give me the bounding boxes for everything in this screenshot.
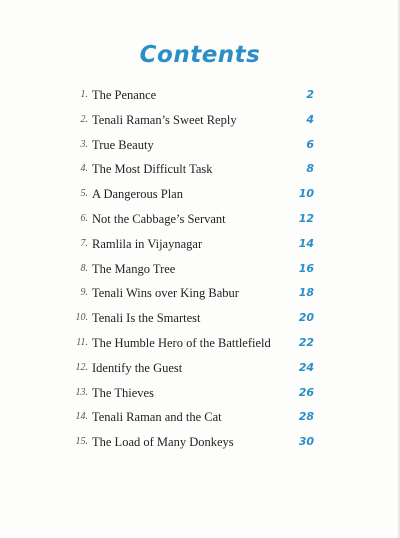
entry-title: Tenali Wins over King Babur [92,286,239,301]
toc-entry[interactable] [0,183,400,208]
entry-number: 8. [80,262,88,274]
entry-number: 11. [76,336,88,348]
entry-number: 9. [80,287,88,299]
toc-entry[interactable] [0,431,400,456]
table-of-contents [0,84,400,456]
entry-title: Tenali Is the Smartest [92,311,201,326]
toc-entry[interactable] [0,357,400,382]
entry-title: The Humble Hero of the Battlefield [92,335,271,350]
entry-number: 10. [75,312,88,324]
entry-title: Tenali Raman’s Sweet Reply [92,112,237,127]
entry-number: 7. [80,237,88,249]
entry-title: The Penance [92,88,157,102]
toc-entry[interactable] [0,258,400,283]
entry-number: 1. [80,89,88,100]
entry-page-number: 12 [298,211,314,225]
entry-title: Identify the Guest [92,360,183,375]
page-title: Contents [139,42,261,68]
entry-number: 4. [80,163,88,175]
entry-number: 3. [80,138,88,150]
toc-entry[interactable] [0,307,400,332]
entry-page-number: 4 [306,112,314,126]
entry-title: A Dangerous Plan [92,187,183,202]
entry-title: True Beauty [92,137,154,152]
entry-title: The Load of Many Donkeys [92,435,234,450]
toc-entry[interactable] [0,233,400,258]
entry-title: The Mango Tree [92,261,176,276]
entry-title: The Most Difficult Task [92,162,213,177]
toc-entry[interactable] [0,332,400,357]
toc-entry[interactable] [0,406,400,431]
toc-entry[interactable] [0,382,400,407]
entry-title: Ramlila in Vijaynagar [92,236,203,251]
toc-entry[interactable] [0,208,400,233]
entry-title: Not the Cabbage’s Servant [92,211,226,226]
entry-page-number: 30 [298,435,314,449]
entry-number: 5. [80,188,88,200]
entry-page-number: 14 [298,236,314,250]
entry-page-number: 16 [298,261,314,275]
entry-page-number: 22 [298,335,314,349]
entry-number: 13. [75,386,88,398]
entry-page-number: 18 [298,286,314,300]
entry-number: 14. [75,411,88,423]
toc-entry[interactable] [0,109,400,134]
toc-entry[interactable] [0,158,400,183]
entry-page-number: 28 [298,410,314,424]
toc-entry[interactable] [0,282,400,307]
entry-page-number: 10 [298,187,314,201]
entry-page-number: 8 [306,162,314,176]
entry-title: The Thieves [92,385,154,400]
entry-page-number: 2 [306,88,314,101]
toc-entry[interactable] [0,84,400,109]
entry-number: 15. [75,436,88,448]
entry-page-number: 6 [306,137,314,151]
toc-entry[interactable] [0,134,400,159]
entry-page-number: 26 [298,385,314,399]
entry-title: Tenali Raman and the Cat [92,410,222,425]
entry-number: 6. [80,212,88,224]
entry-page-number: 20 [298,311,314,325]
entry-page-number: 24 [298,360,314,374]
entry-number: 12. [75,361,88,373]
entry-number: 2. [80,113,88,125]
